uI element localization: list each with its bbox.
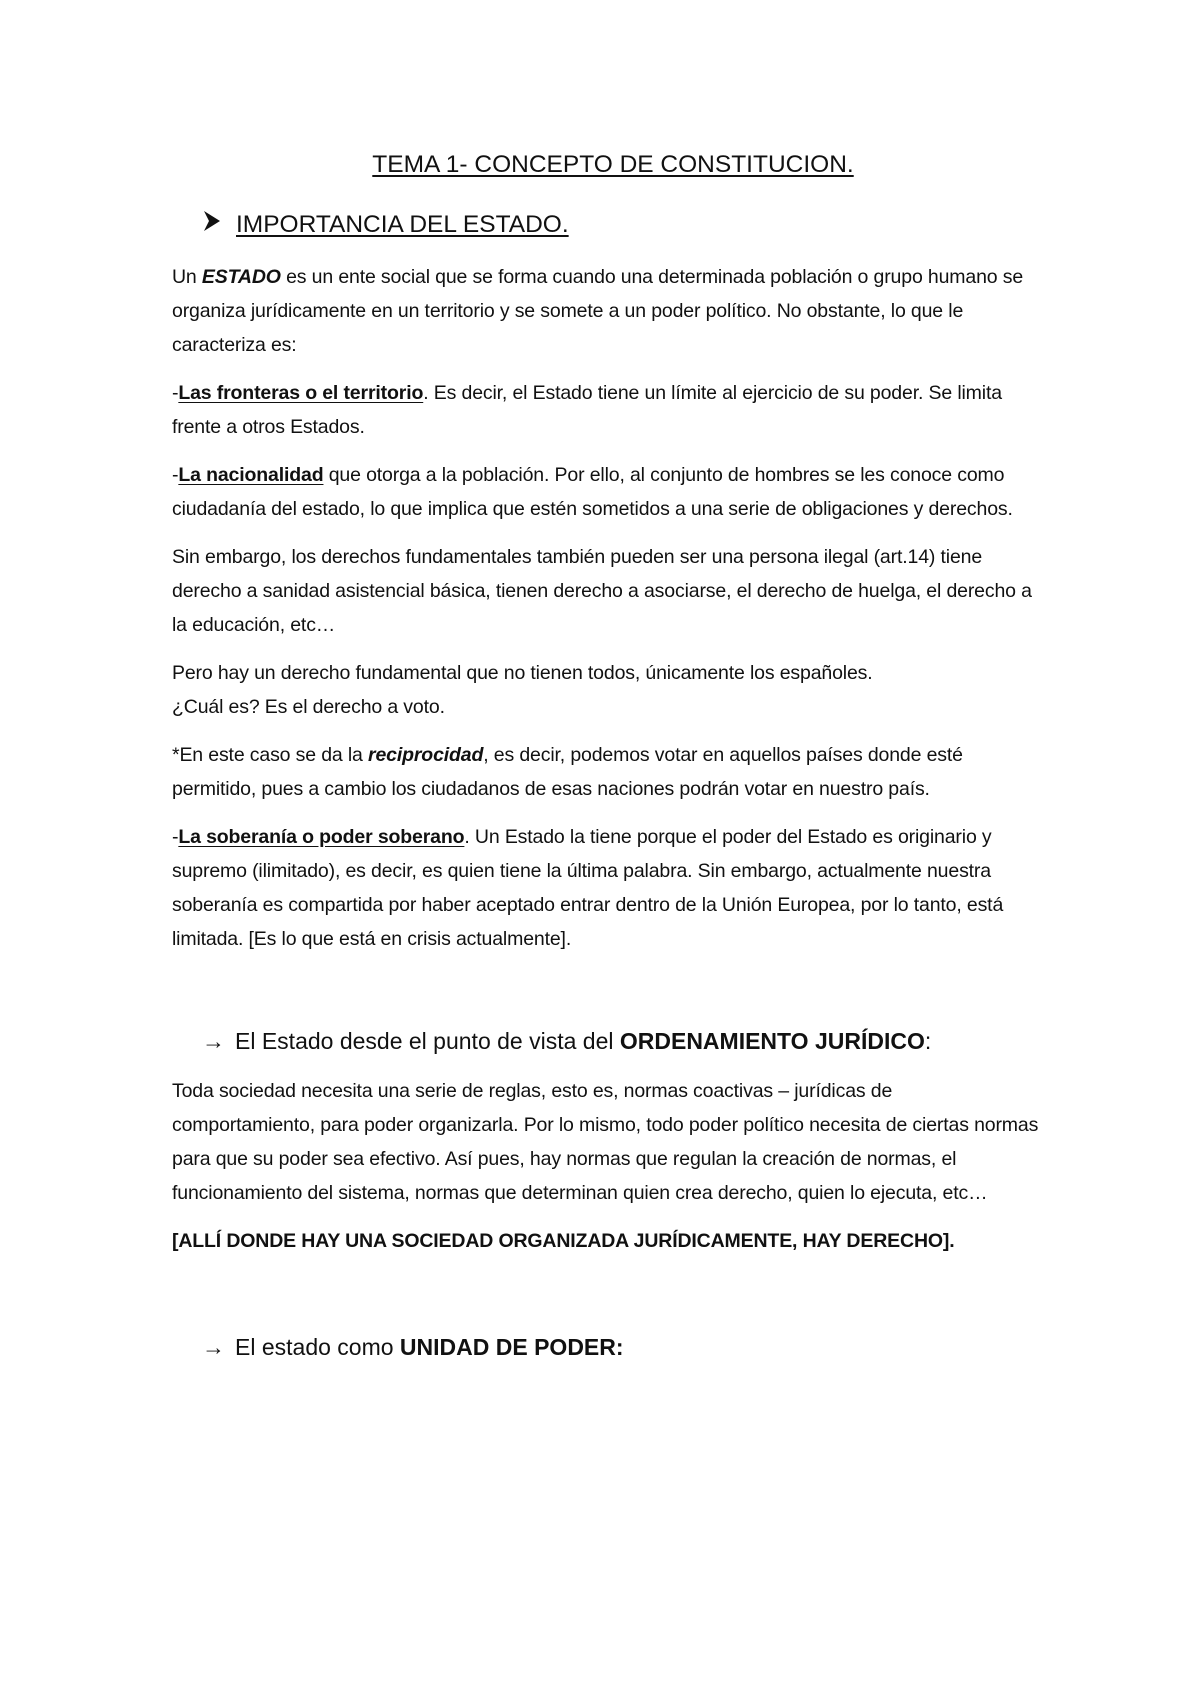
paragraph-derechos: Sin embargo, los derechos fundamentales también pueden ser una persona ilegal (art.14) tiene derecho a sanidad asistencial básica, tienen derecho a asociarse, el derecho de huelga, el derecho a la educación, etc… — [172, 546, 1032, 636]
chevron-right-icon — [202, 208, 224, 242]
text: que otorga a la población. Por ello, al conjunto de hombres se les conoce como ciudadanía del estado, lo que implica que estén sometidos a una serie de obligaciones y derechos. — [172, 464, 1013, 520]
paragraph-reciprocidad — [172, 738, 1040, 806]
text: Un — [172, 266, 202, 288]
term-soberania: La soberanía o poder soberano — [178, 826, 465, 848]
text: es un ente social que se forma cuando una determinada población o grupo humano se organiza jurídicamente en un territorio y se somete a un poder político. No obstante, lo que le caracteriza es: — [172, 266, 1024, 356]
text: - — [172, 382, 179, 404]
text: . Es decir, el Estado tiene un límite al ejercicio de su poder. Se limita frente a otros Estados. — [172, 382, 1002, 438]
section-unidad-poder — [172, 1330, 1040, 1364]
text: El estado como — [235, 1334, 400, 1360]
section-ordenamiento — [172, 1024, 1040, 1058]
spacer — [172, 970, 1040, 1024]
text: El Estado desde el punto de vista del — [235, 1028, 620, 1054]
heading-text: IMPORTANCIA DEL ESTADO. — [236, 211, 569, 238]
paragraph-alli-donde: [ALLÍ DONDE HAY UNA SOCIEDAD ORGANIZADA JURÍDICAMENTE, HAY DERECHO]. — [172, 1230, 955, 1252]
paragraph-voto — [172, 656, 1040, 724]
term-nacionalidad: La nacionalidad — [178, 464, 324, 486]
text: - — [172, 464, 179, 486]
term-ordenamiento: ORDENAMIENTO JURÍDICO — [619, 1028, 925, 1054]
spacer — [172, 1272, 1040, 1330]
paragraph-nacionalidad — [172, 458, 1040, 526]
arrow-right-icon: → — [202, 1028, 225, 1054]
text: Pero hay un derecho fundamental que no tienen todos, únicamente los españoles. — [172, 662, 873, 684]
text: : — [924, 1028, 932, 1054]
paragraph-soberania — [172, 820, 1040, 956]
term-fronteras: Las fronteras o el territorio — [178, 382, 424, 404]
term-reciprocidad: reciprocidad — [368, 744, 484, 766]
term-estado: ESTADO — [201, 266, 281, 288]
text: - — [172, 826, 179, 848]
arrow-right-icon: → — [202, 1334, 225, 1360]
text: , es decir, podemos votar en aquellos países donde esté permitido, pues a cambio los ciudadanos de esas naciones podrán votar en nuestro país. — [172, 744, 963, 800]
paragraph-estado — [172, 260, 1040, 362]
paragraph-normas: Toda sociedad necesita una serie de reglas, esto es, normas coactivas – jurídicas de comportamiento, para poder organizarla. Por lo mismo, todo poder político necesita de ciertas normas para que su poder sea efectivo. Así pues, hay normas que regulan la creación de normas, el funcionamiento del sistema, normas que determinan quien crea derecho, quien lo ejecuta, etc… — [172, 1080, 1039, 1204]
text: ¿Cuál es? Es el derecho a voto. — [172, 696, 445, 718]
text: *En este caso se da la — [172, 744, 369, 766]
paragraph-fronteras — [172, 376, 1040, 444]
page-title: TEMA 1- CONCEPTO DE CONSTITUCION. — [372, 151, 854, 178]
term-unidad-poder: UNIDAD DE PODER: — [399, 1334, 624, 1360]
text: . Un Estado la tiene porque el poder del Estado es originario y supremo (ilimitado), es decir, es quien tiene la última palabra. Sin embargo, actualmente nuestra soberanía es compartida por haber aceptado entrar dentro de la Unión Europea, por lo tanto, está limitada. [Es lo que está en crisis actualmente]. — [172, 826, 1004, 950]
document-content — [172, 148, 1040, 1380]
heading-importancia — [172, 208, 1040, 242]
